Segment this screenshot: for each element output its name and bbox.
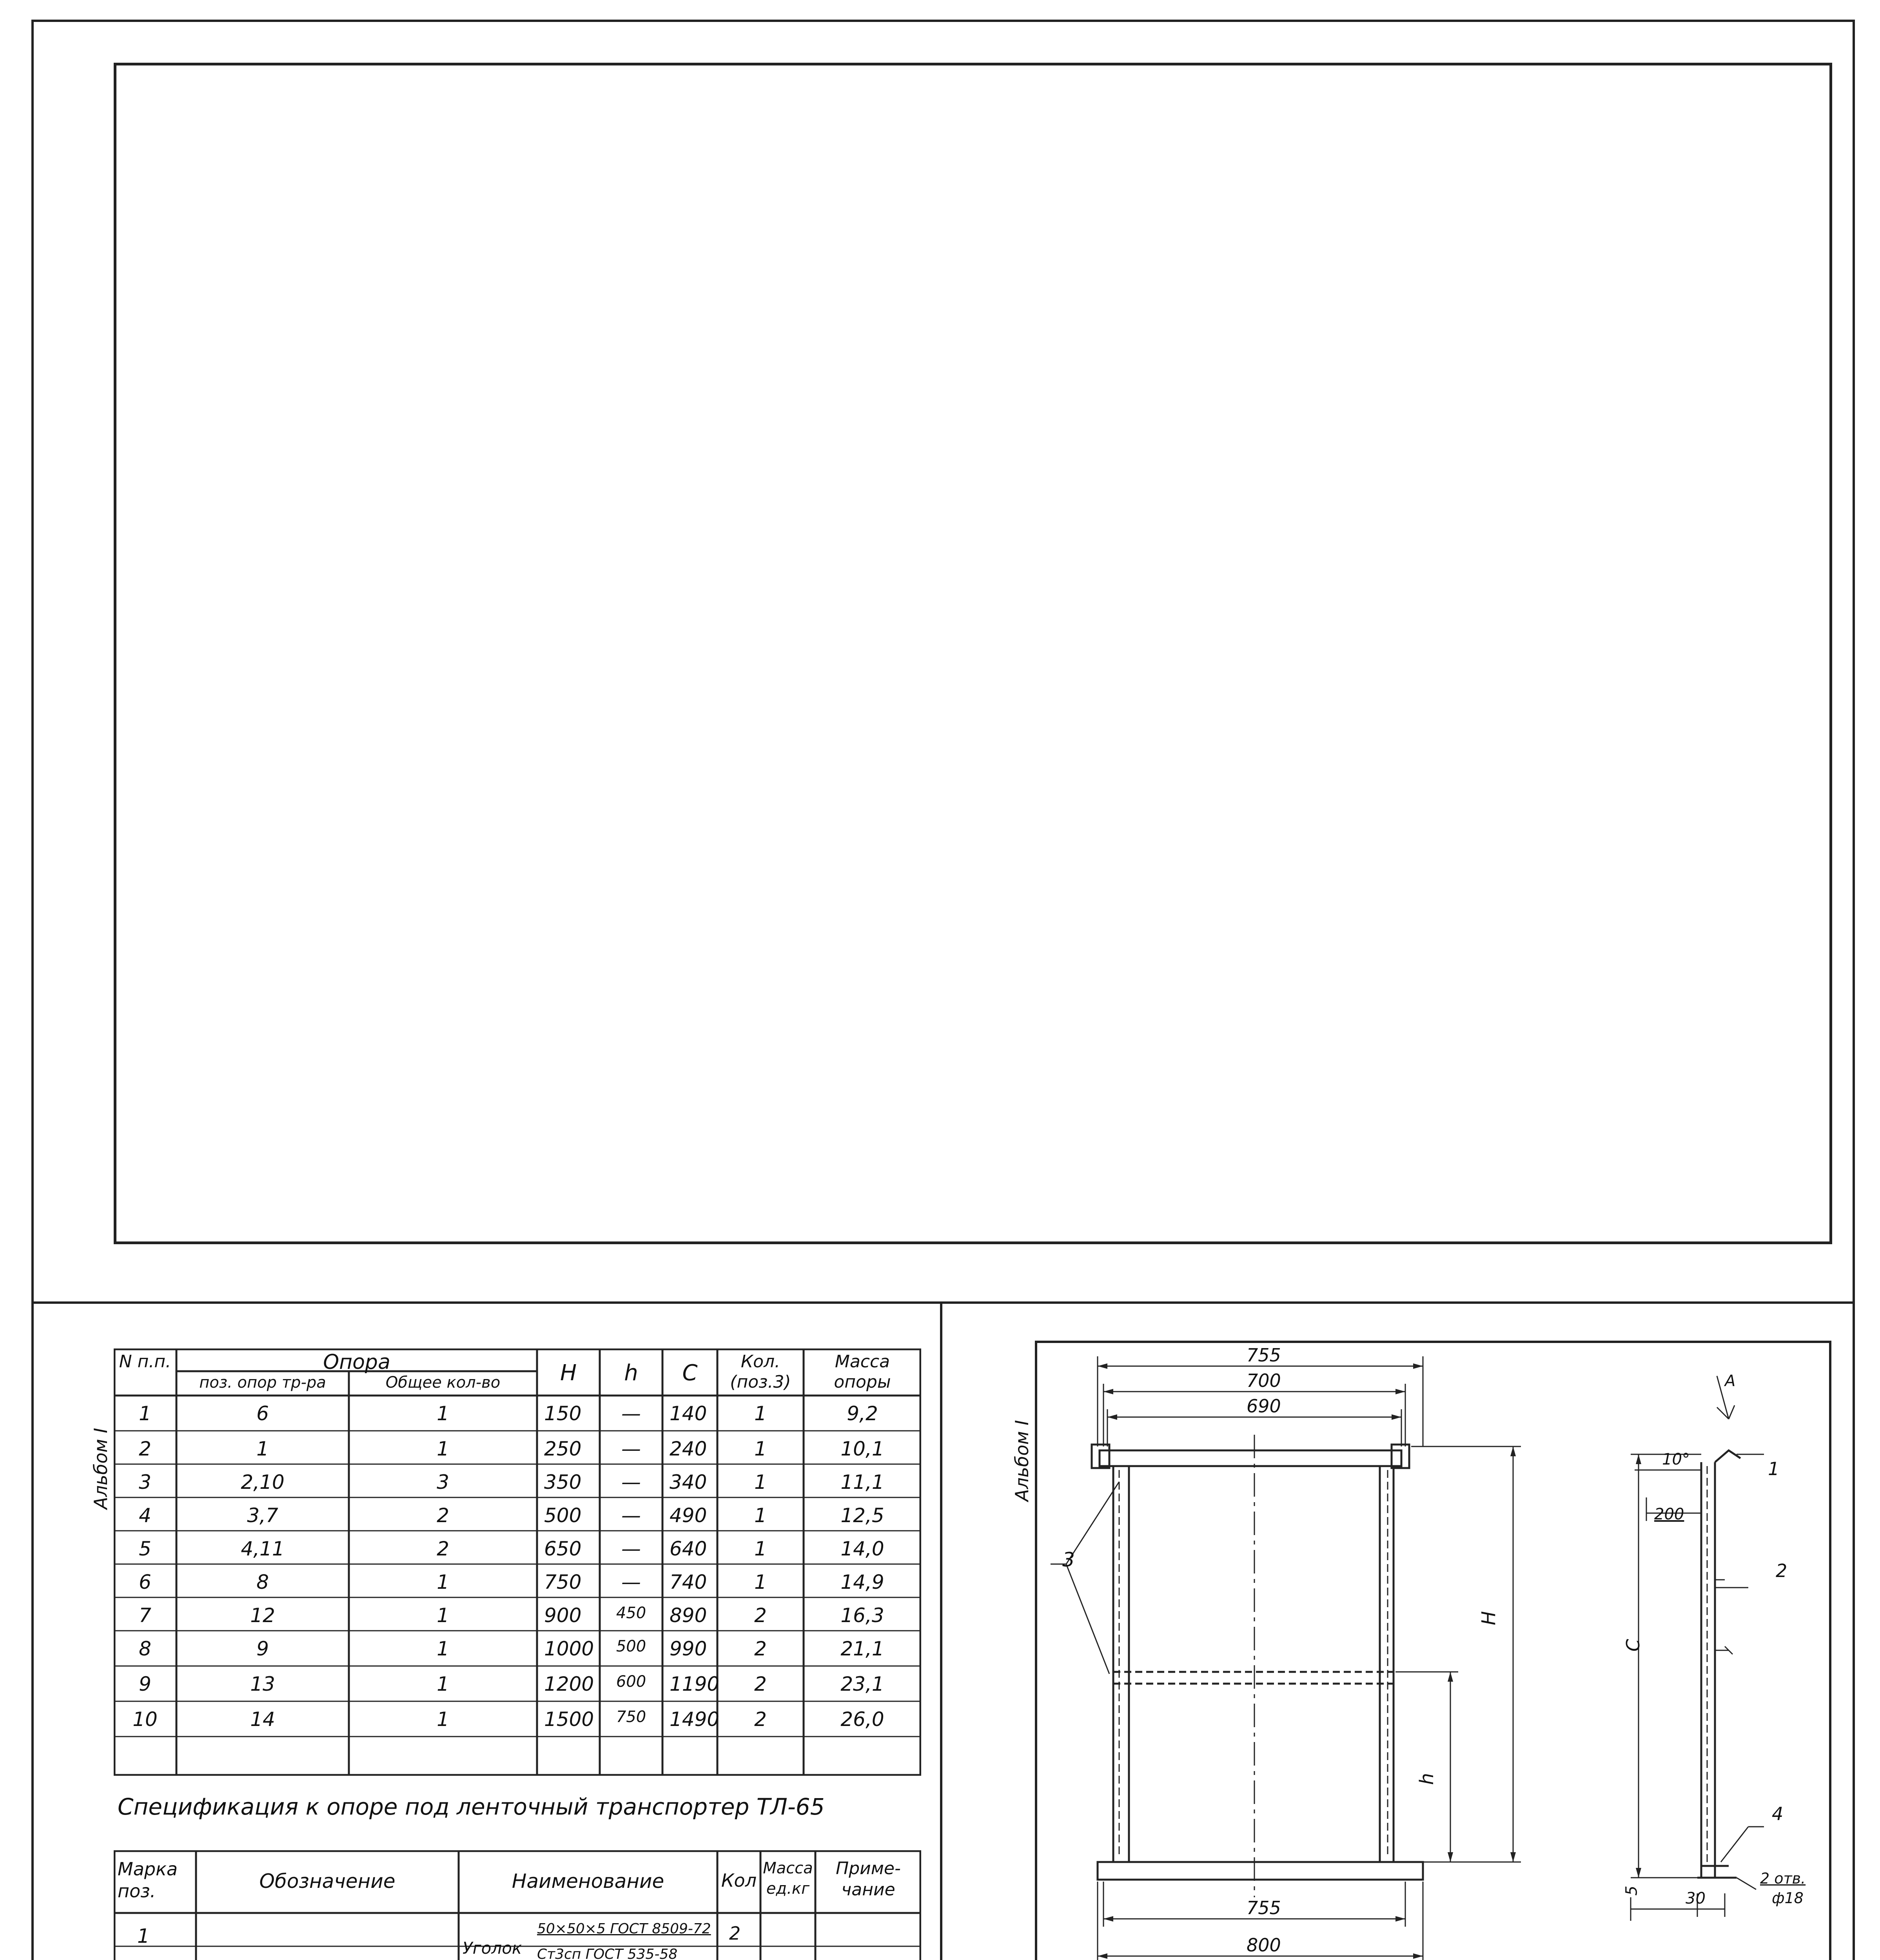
supports-cell-kol: 1 [754, 1402, 767, 1425]
supports-cell-C: 990 [670, 1637, 707, 1660]
supports-cell-H: 150 [544, 1402, 582, 1425]
supports-cell-C: 340 [670, 1471, 707, 1494]
supports-cell-qty: 3 [437, 1471, 449, 1494]
supports-cell-poz: 12 [250, 1604, 275, 1627]
supports-cell-C: 140 [670, 1402, 707, 1425]
supports-cell-poz: 14 [250, 1708, 275, 1731]
supports-cell-H: 350 [544, 1471, 582, 1494]
supports-cell-qty: 1 [437, 1673, 449, 1695]
supports-cell-H: 650 [544, 1537, 582, 1560]
col-opora-header: Опора [323, 1350, 390, 1374]
supports-cell-C: 890 [670, 1604, 707, 1627]
col-C-header: C [682, 1360, 698, 1386]
supports-cell-n: 5 [139, 1537, 151, 1560]
dim-690: 690 [1247, 1396, 1281, 1417]
supports-cell-n: 1 [139, 1402, 151, 1425]
album-label-right: Альбом I [1011, 1420, 1033, 1501]
col-poz-header: поз. опор тр-ра [199, 1374, 326, 1392]
supports-cell-h: — [621, 1471, 641, 1494]
supports-cell-poz: 9 [256, 1637, 269, 1660]
hole-diameter: ф18 [1772, 1889, 1804, 1907]
col-H-header: H [560, 1360, 577, 1386]
supports-cell-h: 450 [616, 1604, 646, 1622]
supports-cell-H: 1500 [544, 1708, 594, 1731]
supports-cell-qty: 2 [437, 1537, 449, 1560]
pos-3-label: 3 [1062, 1548, 1075, 1571]
assembly-drawing [1035, 1341, 1827, 1960]
album-label-left: Альбом I [90, 1428, 111, 1509]
supports-cell-qty: 2 [437, 1504, 449, 1527]
dim-30-side: 30 [1686, 1889, 1706, 1907]
supports-cell-H: 250 [544, 1437, 582, 1460]
col-qty-header: Общее кол-во [385, 1374, 501, 1392]
dim-800: 800 [1247, 1935, 1281, 1956]
supports-cell-n: 2 [139, 1437, 151, 1460]
supports-cell-h: 600 [616, 1673, 646, 1691]
supports-cell-qty: 1 [437, 1437, 449, 1460]
spec-row-1-line1: 50×50×5 ГОСТ 8509-72 [537, 1921, 711, 1937]
dim-755-bottom: 755 [1247, 1897, 1281, 1918]
supports-cell-poz: 3,7 [247, 1504, 278, 1527]
holes-count: 2 отв. [1760, 1870, 1806, 1887]
dim-755-top: 755 [1247, 1345, 1281, 1366]
supports-cell-kol: 2 [754, 1673, 767, 1695]
dim-700: 700 [1247, 1370, 1281, 1391]
supports-cell-mass: 23,1 [840, 1673, 884, 1695]
spec-col-note: Приме- чание [836, 1858, 901, 1900]
col-kol-header: Кол. (поз.3) [730, 1352, 791, 1392]
supports-cell-n: 3 [139, 1471, 151, 1494]
supports-cell-poz: 1 [256, 1437, 269, 1460]
pos-4-label: 4 [1772, 1803, 1784, 1824]
spec-col-naim: Наименование [512, 1870, 664, 1893]
supports-cell-h: — [621, 1504, 641, 1527]
supports-cell-kol: 1 [754, 1571, 767, 1593]
dim-200: 200 [1654, 1505, 1684, 1523]
supports-cell-qty: 1 [437, 1402, 449, 1425]
supports-cell-kol: 1 [754, 1437, 767, 1460]
supports-cell-n: 10 [132, 1708, 158, 1731]
supports-cell-mass: 14,0 [840, 1537, 884, 1560]
supports-cell-n: 7 [139, 1604, 151, 1627]
pos-1-label: 1 [1768, 1458, 1780, 1479]
dim-h-label: h [1416, 1773, 1438, 1785]
supports-cell-mass: 10,1 [840, 1437, 884, 1460]
supports-cell-kol: 2 [754, 1637, 767, 1660]
supports-cell-qty: 1 [437, 1571, 449, 1593]
supports-cell-h: 500 [616, 1637, 646, 1655]
supports-table [114, 1348, 921, 1776]
supports-cell-poz: 2,10 [241, 1471, 285, 1494]
col-mass-header: Масса опоры [834, 1352, 891, 1392]
pos-2-label: 2 [1776, 1560, 1787, 1581]
supports-cell-qty: 1 [437, 1637, 449, 1660]
view-A-arrow-label: А [1725, 1372, 1736, 1390]
supports-cell-C: 240 [670, 1437, 707, 1460]
spec-col-kol: Кол [721, 1870, 757, 1891]
col-n-header: N п.п. [119, 1352, 171, 1372]
supports-cell-kol: 1 [754, 1537, 767, 1560]
dim-C-label: C [1622, 1639, 1644, 1652]
supports-cell-h: — [621, 1571, 641, 1593]
supports-cell-C: 1190 [670, 1673, 720, 1695]
supports-cell-poz: 13 [250, 1673, 275, 1695]
supports-cell-mass: 21,1 [840, 1637, 884, 1660]
spec-col-marka: Марка поз. [118, 1858, 178, 1902]
supports-cell-n: 8 [139, 1637, 151, 1660]
spec-row-1-line2: Ст3сп ГОСТ 535-58 [537, 1946, 678, 1960]
dim-H-label: H [1478, 1611, 1500, 1626]
supports-cell-H: 500 [544, 1504, 582, 1527]
supports-cell-poz: 6 [256, 1402, 269, 1425]
supports-cell-mass: 9,2 [847, 1402, 878, 1425]
supports-cell-qty: 1 [437, 1708, 449, 1731]
spec-row-1-name: Уголок [463, 1938, 522, 1958]
archive-number [82, 1870, 111, 1960]
supports-cell-mass: 16,3 [840, 1604, 884, 1627]
empty-top-frame [114, 63, 1832, 1244]
supports-cell-qty: 1 [437, 1604, 449, 1627]
spec-col-mass: Масса ед.кг [763, 1859, 813, 1898]
supports-cell-kol: 2 [754, 1604, 767, 1627]
supports-cell-n: 6 [139, 1571, 151, 1593]
supports-cell-poz: 4,11 [241, 1537, 285, 1560]
angle-label: 10° [1662, 1450, 1690, 1468]
supports-cell-H: 1200 [544, 1673, 594, 1695]
spec-row-1-kol: 2 [729, 1923, 741, 1944]
supports-cell-C: 1490 [670, 1708, 720, 1731]
spec-table [114, 1850, 921, 1960]
supports-cell-H: 900 [544, 1604, 582, 1627]
supports-cell-n: 4 [139, 1504, 151, 1527]
supports-cell-H: 1000 [544, 1637, 594, 1660]
spec-col-oboz: Обозначение [259, 1870, 396, 1893]
supports-cell-n: 9 [139, 1673, 151, 1695]
supports-cell-h: — [621, 1402, 641, 1425]
sheet-center-divider [940, 1301, 942, 1960]
supports-cell-C: 640 [670, 1537, 707, 1560]
supports-cell-kol: 1 [754, 1504, 767, 1527]
supports-cell-h: — [621, 1437, 641, 1460]
supports-cell-H: 750 [544, 1571, 582, 1593]
supports-cell-h: 750 [616, 1708, 646, 1726]
supports-cell-kol: 1 [754, 1471, 767, 1494]
supports-cell-mass: 14,9 [840, 1571, 884, 1593]
supports-cell-poz: 8 [256, 1571, 269, 1593]
supports-cell-h: — [621, 1537, 641, 1560]
spec-row-1-poz: 1 [137, 1925, 150, 1947]
supports-cell-C: 740 [670, 1571, 707, 1593]
supports-cell-mass: 12,5 [840, 1504, 884, 1527]
supports-cell-mass: 11,1 [840, 1471, 884, 1494]
supports-cell-C: 490 [670, 1504, 707, 1527]
col-h-header: h [624, 1360, 638, 1386]
supports-cell-mass: 26,0 [840, 1708, 884, 1731]
spec-title: Спецификация к опоре под ленточный транспортер ТЛ-65 [118, 1793, 825, 1820]
supports-cell-kol: 2 [754, 1708, 767, 1731]
dim-5: 5 [1622, 1886, 1641, 1896]
